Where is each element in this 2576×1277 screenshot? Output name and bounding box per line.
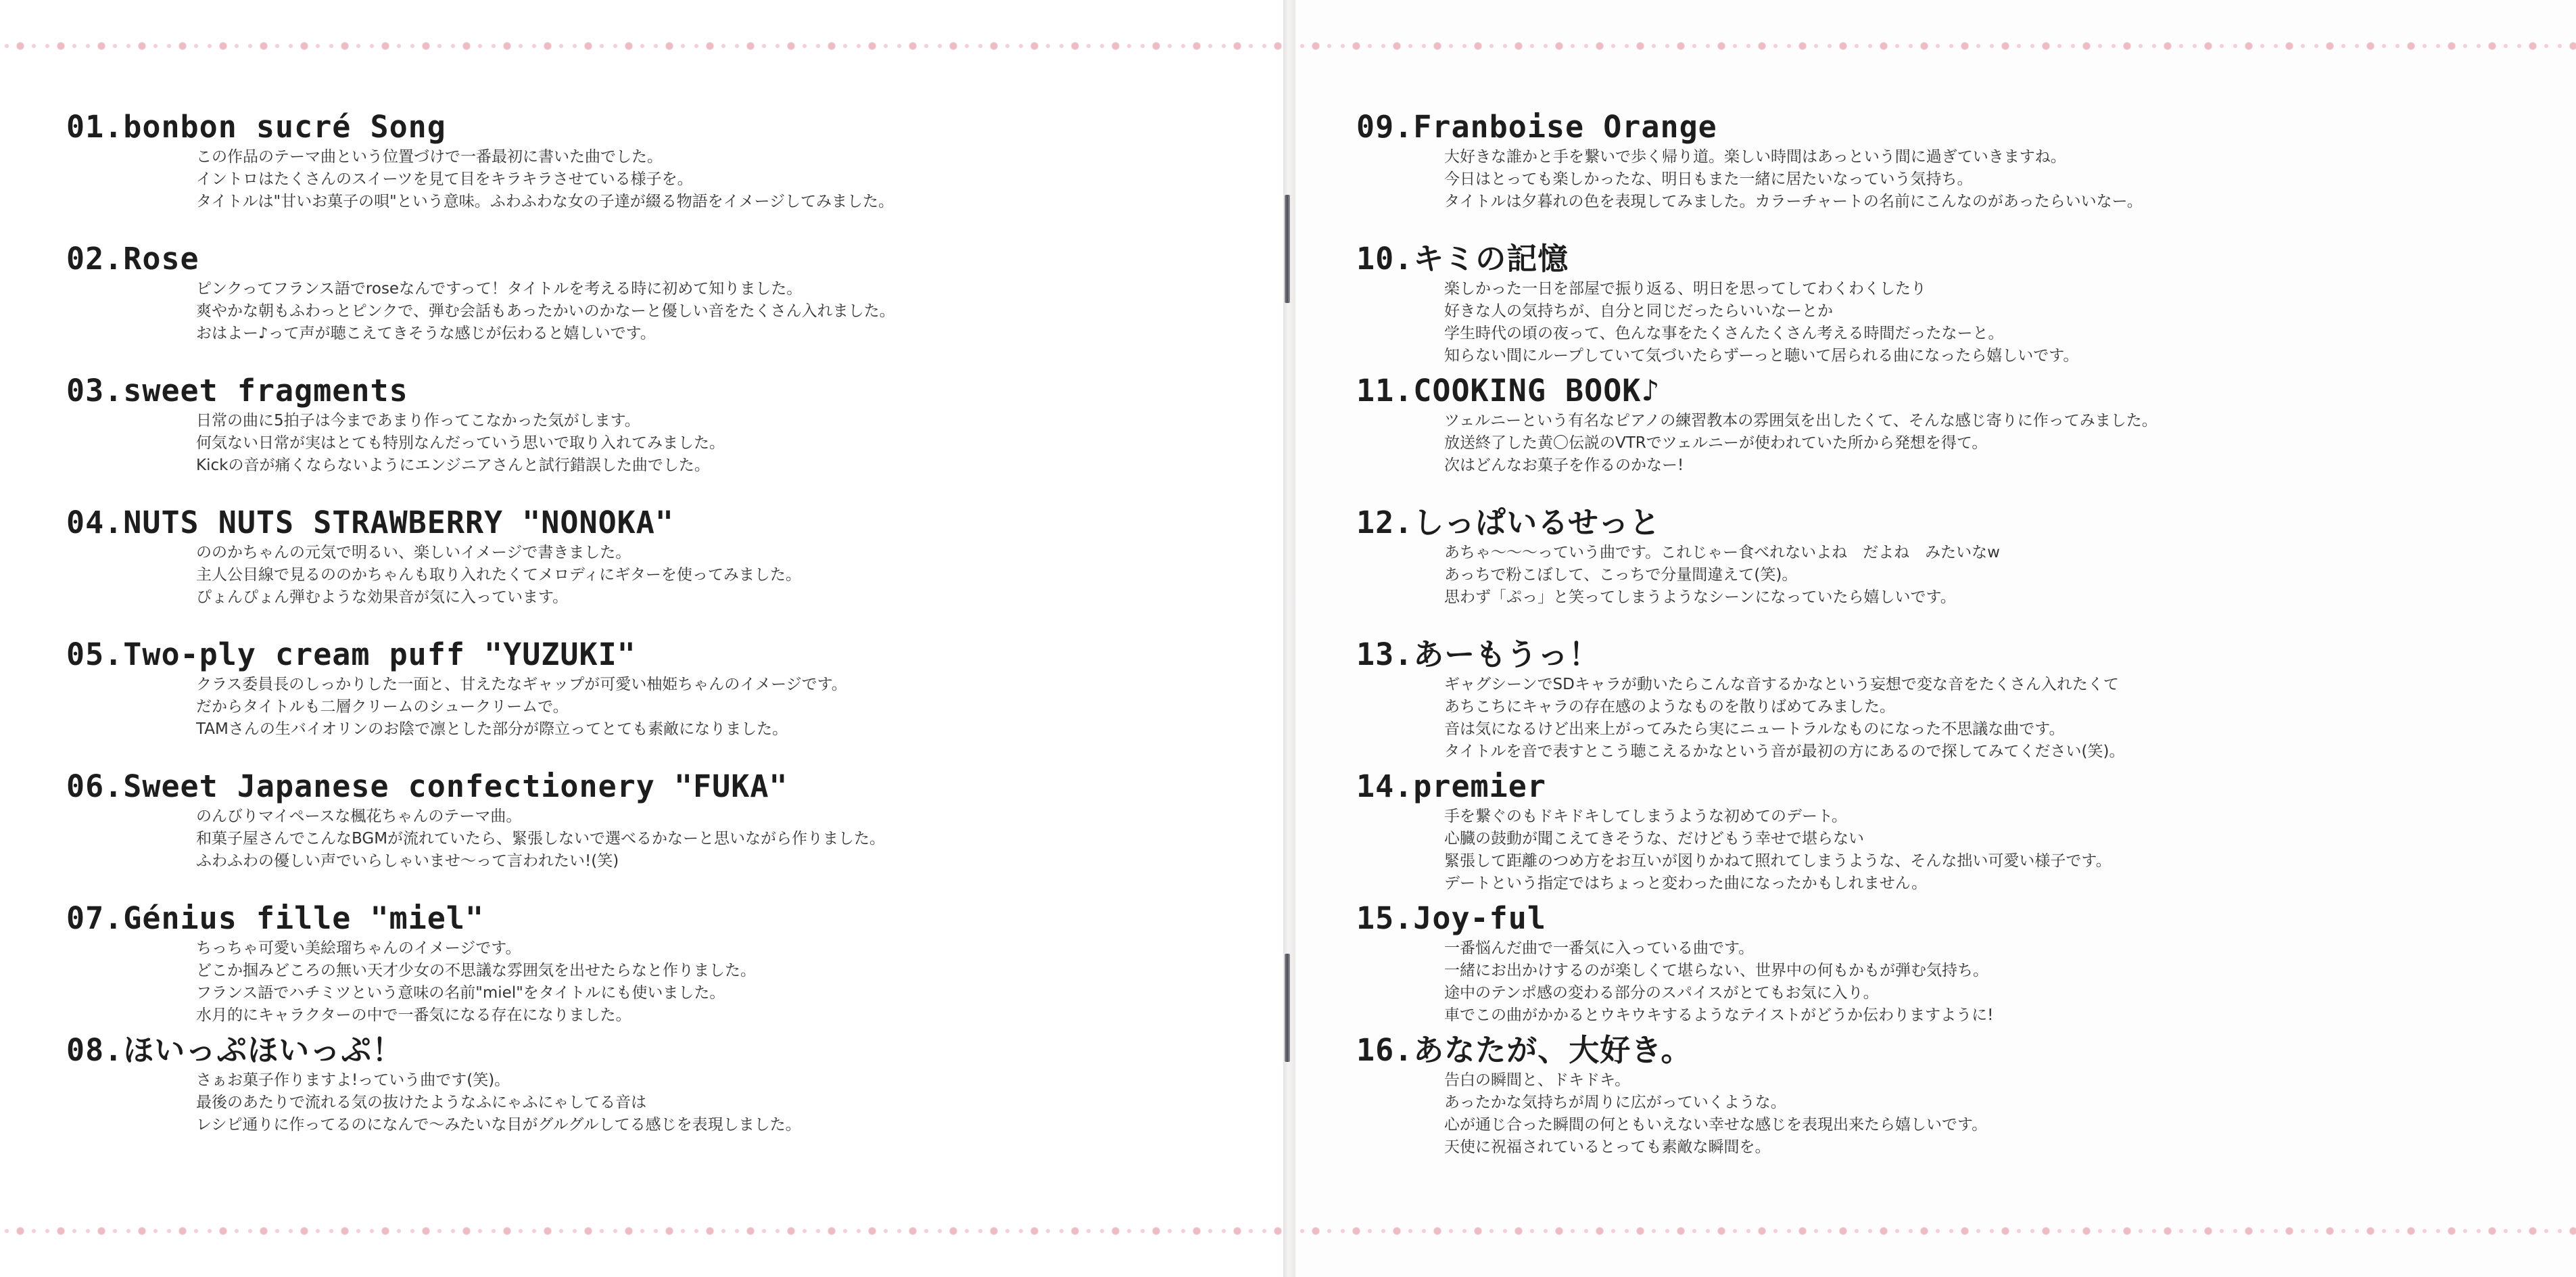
description-line: どこか掴みどころの無い天才少女の不思議な雰囲気を出せたらなと作りました。: [196, 962, 756, 979]
description-line: あっちで粉こぼして、こっちで分量間違えて(笑)。: [1444, 566, 1798, 584]
track-title: 06.Sweet Japanese confectionery "FUKA": [66, 768, 788, 804]
track-title: 03.sweet fragments: [66, 373, 408, 409]
description-line: ちっちゃ可愛い美絵瑠ちゃんのイメージです。: [196, 939, 521, 957]
track-title: 08.ほいっぷほいっぷ！: [66, 1032, 404, 1068]
description-line: あちこちにキャラの存在感のようなものを散りばめてみました。: [1444, 698, 1895, 716]
track-description: [1444, 410, 2157, 477]
track-title: 15.Joy-ful: [1356, 900, 1546, 936]
decorative-border-top-left: [0, 39, 1283, 53]
track-entry: [1356, 636, 2157, 768]
track-description: [1444, 146, 2157, 213]
track-description: [196, 937, 895, 1027]
description-line: 何気ない日常が実はとても特別なんだっていう思いで取り入れてみました。: [196, 434, 725, 452]
decorative-border-bottom-right: [1295, 1224, 2576, 1238]
description-line: 今日はとっても楽しかったな、明日もまた一緒に居たいなっていう気持ち。: [1444, 170, 1973, 188]
description-line: 緊張して距離のつめ方をお互いが図りかねて照れてしまうような、そんな拙い可愛い様子です。: [1444, 852, 2112, 870]
track-title: 09.Franboise Orange: [1356, 109, 1717, 145]
right-page: [1295, 0, 2576, 1277]
track-description: [1444, 937, 2157, 1027]
track-title: 11.COOKING BOOK♪: [1356, 373, 1661, 409]
track-title: 10.キミの記憶: [1356, 241, 1569, 277]
description-line: 和菓子屋さんでこんなBGMが流れていたら、緊張しないで選べるかなーと思いながら作りました。: [196, 830, 886, 848]
description-line: 放送終了した黄〇伝説のVTRでツェルニーが使われていた所から発想を得て。: [1444, 434, 1988, 452]
description-line: デートという指定ではちょっと変わった曲になったかもしれません。: [1444, 875, 1928, 892]
description-line: タイトルは夕暮れの色を表現してみました。カラーチャートの名前にこんなのがあったらいいなー。: [1444, 193, 2143, 210]
staple-bottom: [1285, 954, 1290, 1062]
track-description: [196, 410, 895, 477]
track-entry: [1356, 1031, 2157, 1163]
description-line: 楽しかった一日を部屋で振り返る、明日を思ってしてわくわくしたり: [1444, 280, 1926, 298]
track-list-left: [66, 108, 895, 1163]
track-entry: [66, 768, 895, 900]
description-line: おはよー♪って声が聴こえてきそうな感じが伝わると嬉しいです。: [196, 325, 656, 342]
description-line: ピンクってフランス語でroseなんですって！タイトルを考える時に初めて知りました。: [196, 280, 803, 298]
description-line: 主人公目線で見るののかちゃんも取り入れたくてメロディにギターを使ってみました。: [196, 566, 801, 584]
description-line: レシピ通りに作ってるのになんで〜みたいな目がグルグルしてる感じを表現しました。: [196, 1116, 801, 1134]
description-line: さぁお菓子作りますよ!っていう曲です(笑)。: [196, 1071, 510, 1089]
track-title: 14.premier: [1356, 768, 1546, 804]
track-title: 05.Two-ply cream puff "YUZUKI": [66, 636, 636, 672]
description-line: 最後のあたりで流れる気の抜けたようなふにゃふにゃしてる音は: [196, 1094, 647, 1111]
track-description: [1444, 806, 2157, 895]
track-description: [1444, 542, 2157, 609]
description-line: 好きな人の気持ちが、自分と同じだったらいいなーとか: [1444, 302, 1833, 320]
description-line: 大好きな誰かと手を繋いで歩く帰り道。楽しい時間はあっという間に過ぎていきますね。: [1444, 148, 2066, 166]
description-line: ふわふわの優しい声でいらしゃいませ〜って言われたい!(笑): [196, 852, 619, 870]
description-line: ぴょんぴょん弾むような効果音が気に入っています。: [196, 588, 569, 606]
track-title: 16.あなたが、大好き。: [1356, 1032, 1692, 1068]
track-title: 04.NUTS NUTS STRAWBERRY "NONOKA": [66, 505, 674, 540]
track-entry: [66, 1031, 895, 1163]
description-line: 知らない間にループしていて気づいたらずーっと聴いて居られる曲になったら嬉しいです。: [1444, 347, 2079, 365]
description-line: だからタイトルも二層クリームのシュークリームで。: [196, 698, 569, 716]
decorative-border-top-right: [1295, 39, 2576, 53]
track-description: [196, 542, 895, 609]
track-entry: [66, 636, 895, 768]
description-line: クラス委員長のしっかりした一面と、甘えたなギャップが可愛い柚姫ちゃんのイメージです。: [196, 676, 847, 693]
description-line: TAMさんの生バイオリンのお陰で凛とした部分が際立ってとても素敵になりました。: [196, 720, 788, 738]
track-entry: [1356, 900, 2157, 1031]
track-entry: [66, 372, 895, 504]
track-title: 12.しっぱいるせっと: [1356, 505, 1661, 540]
track-title: 01.bonbon sucré Song: [66, 109, 446, 145]
track-entry: [66, 240, 895, 372]
track-description: [196, 1069, 895, 1136]
description-line: 車でこの曲がかかるとウキウキするようなテイストがどうか伝わりますように!: [1444, 1006, 1994, 1024]
track-entry: [1356, 504, 2157, 636]
track-list-right: [1356, 108, 2157, 1163]
track-description: [1444, 278, 2157, 367]
track-entry: [1356, 768, 2157, 900]
track-title: 07.Génius fille "miel": [66, 900, 485, 936]
track-title: 13.あーもうっ！: [1356, 636, 1600, 672]
description-line: フランス語でハチミツという意味の名前"miel"をタイトルにも使いました。: [196, 984, 725, 1002]
description-line: 途中のテンポ感の変わる部分のスパイスがとてもお気に入り。: [1444, 984, 1879, 1002]
description-line: ののかちゃんの元気で明るい、楽しいイメージで書きました。: [196, 544, 631, 561]
track-entry: [66, 504, 895, 636]
description-line: 天使に祝福されているとっても素敵な瞬間を。: [1444, 1138, 1771, 1156]
track-entry: [1356, 108, 2157, 240]
description-line: ツェルニーという有名なピアノの練習教本の雰囲気を出したくて、そんな感じ寄りに作ってみました。: [1444, 412, 2157, 429]
description-line: 心が通じ合った瞬間の何ともいえない幸せな感じを表現出来たら嬉しいです。: [1444, 1116, 1988, 1134]
description-line: あったかな気持ちが周りに広がっていくような。: [1444, 1094, 1786, 1111]
description-line: この作品のテーマ曲という位置づけで一番最初に書いた曲でした。: [196, 148, 663, 166]
description-line: あちゃ〜〜〜っていう曲です。これじゃー食べれないよね だよね みたいなw: [1444, 544, 2000, 561]
description-line: 次はどんなお菓子を作るのかなー!: [1444, 457, 1684, 474]
track-entry: [66, 108, 895, 240]
track-description: [196, 278, 895, 345]
booklet-gutter: [1283, 0, 1295, 1277]
description-line: 学生時代の頃の夜って、色んな事をたくさんたくさん考える時間だったなーと。: [1444, 325, 2004, 342]
decorative-border-bottom-left: [0, 1224, 1283, 1238]
description-line: Kickの音が痛くならないようにエンジニアさんと試行錯誤した曲でした。: [196, 457, 710, 474]
track-entry: [1356, 372, 2157, 504]
description-line: 爽やかな朝もふわっとピンクで、弾む会話もあったかいのかなーと優しい音をたくさん入れました。: [196, 302, 895, 320]
track-description: [1444, 674, 2157, 763]
track-description: [1444, 1069, 2157, 1159]
track-title: 02.Rose: [66, 241, 199, 277]
track-entry: [1356, 240, 2157, 372]
description-line: タイトルは"甘いお菓子の唄"という意味。ふわふわな女の子達が綴る物語をイメージしてみました。: [196, 193, 895, 210]
track-description: [196, 806, 895, 873]
description-line: ギャグシーンでSDキャラが動いたらこんな音するかなという妄想で変な音をたくさん入れたくて: [1444, 676, 2119, 693]
track-description: [196, 674, 895, 741]
description-line: タイトルを音で表すとこう聴こえるかなという音が最初の方にあるので探してみてください(笑)。: [1444, 743, 2125, 760]
description-line: 告白の瞬間と、ドキドキ。: [1444, 1071, 1631, 1089]
left-page: [0, 0, 1283, 1277]
description-line: 思わず「ぷっ」と笑ってしまうようなシーンになっていたら嬉しいです。: [1444, 588, 1956, 606]
staple-top: [1285, 195, 1290, 303]
track-description: [196, 146, 895, 213]
description-line: 水月的にキャラクターの中で一番気になる存在になりました。: [196, 1006, 631, 1024]
description-line: 手を繋ぐのもドキドキしてしまうような初めてのデート。: [1444, 808, 1847, 825]
description-line: 心臓の鼓動が聞こえてきそうな、だけどもう幸せで堪らない: [1444, 830, 1864, 848]
description-line: イントロはたくさんのスイーツを見て目をキラキラさせている様子を。: [196, 170, 693, 188]
description-line: のんびりマイペースな楓花ちゃんのテーマ曲。: [196, 808, 522, 825]
description-line: 一緒にお出かけするのが楽しくて堪らない、世界中の何もかもが弾む気持ち。: [1444, 962, 1988, 979]
track-entry: [66, 900, 895, 1031]
description-line: 日常の曲に5拍子は今まであまり作ってこなかった気がします。: [196, 412, 640, 429]
description-line: 一番悩んだ曲で一番気に入っている曲です。: [1444, 939, 1755, 957]
description-line: 音は気になるけど出来上がってみたら実にニュートラルなものになった不思議な曲です。: [1444, 720, 2065, 738]
